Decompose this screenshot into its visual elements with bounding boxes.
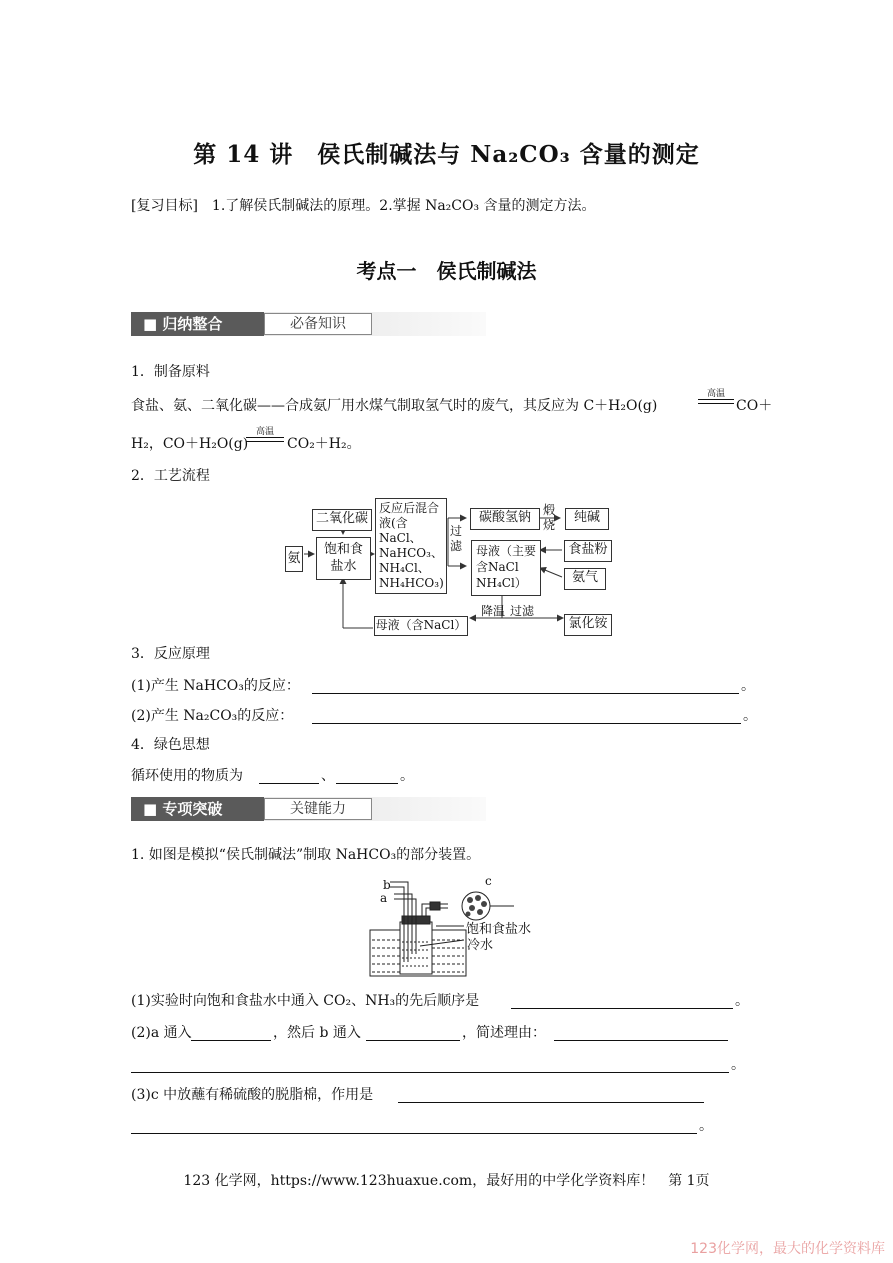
review-goals: [复习目标] 1.了解侯氏制碱法的原理。2.掌握 Na₂CO₃ 含量的测定方法。 — [131, 198, 596, 214]
label-c: c — [485, 874, 492, 888]
watermark: 123化学网，最大的化学资料库 — [690, 1241, 885, 1257]
flow-filter2: 过滤 — [510, 604, 535, 618]
label-a: a — [380, 891, 388, 905]
answer-line-function-2[interactable] — [131, 1133, 697, 1134]
question-nahco3: (1)产生 NaHCO₃的反应： — [131, 678, 300, 694]
question-2-a: (2)a 通入 — [131, 1025, 192, 1041]
raw-materials-line1-end: CO＋ — [736, 398, 773, 414]
raw-materials-line2b: CO₂＋H₂。 — [287, 436, 361, 452]
question-na2co3: (2)产生 Na₂CO₃的反应： — [131, 708, 294, 724]
answer-line-reason-2[interactable] — [131, 1072, 729, 1073]
flow-mother-liquor-2: 母液（含NaCl） — [374, 616, 468, 636]
flow-mixture: 反应后混合液(含NaCl、NaHCO₃、NH₄Cl、NH₄HCO₃) — [375, 498, 447, 594]
label-b: b — [383, 878, 391, 892]
answer-blank-2[interactable] — [336, 783, 398, 784]
question-2-reason: ，简述理由： — [462, 1025, 546, 1041]
flow-calcine: 煅烧 — [543, 503, 556, 532]
flow-nh3: 氨气 — [564, 568, 606, 590]
section-title: 考点一 侯氏制碱法 — [356, 259, 537, 283]
answer-blank-b[interactable] — [366, 1040, 460, 1041]
question-2-b: ，然后 b 通入 — [273, 1025, 361, 1041]
separator: 、 — [321, 768, 335, 784]
raw-materials-line2a: H₂，CO＋H₂O(g) — [131, 436, 249, 452]
page-footer: 123 化学网，https://www.123huaxue.com，最好用的中学化学资料库！ 第 1页 — [183, 1173, 710, 1189]
period: 。 — [743, 708, 757, 724]
equals-sign-1 — [698, 399, 734, 404]
raw-materials-line1: 食盐、氨、二氧化碳——合成氨厂用水煤气制取氢气时的废气，其反应为 C＋H₂O(g) — [131, 398, 658, 414]
banner-summary-sub: 必备知识 — [264, 313, 372, 335]
label-brine: 饱和食盐水 — [466, 922, 532, 937]
heading-green-idea: 4．绿色思想 — [131, 737, 210, 753]
period: 。 — [741, 678, 755, 694]
question-1-order: (1)实验时向饱和食盐水中通入 CO₂、NH₃的先后顺序是 — [131, 993, 480, 1009]
heading-process-flow: 2．工艺流程 — [131, 468, 210, 484]
label-cold-water: 冷水 — [467, 938, 494, 953]
banner-summary — [131, 312, 486, 336]
flow-nahco3: 碳酸氢钠 — [470, 508, 540, 530]
flow-nh4cl: 氯化铵 — [564, 614, 612, 636]
banner-practice — [131, 797, 486, 821]
period: 。 — [735, 993, 749, 1009]
heading-reaction-principle: 3．反应原理 — [131, 646, 210, 662]
flow-mother-liquor: 母液（主要含NaCl NH₄Cl） — [471, 540, 541, 596]
answer-line-function-1[interactable] — [398, 1102, 704, 1103]
condition-high-temp-1: 高温 — [706, 389, 725, 399]
banner-practice-label: ■ 专项突破 — [131, 797, 264, 821]
flow-co2: 二氧化碳 — [312, 509, 372, 531]
answer-line-order[interactable] — [511, 1008, 733, 1009]
answer-line-na2co3[interactable] — [312, 723, 741, 724]
answer-blank-1[interactable] — [259, 783, 319, 784]
banner-practice-sub: 关键能力 — [264, 798, 372, 820]
question-3: (3)c 中放蘸有稀硫酸的脱脂棉，作用是 — [131, 1087, 374, 1103]
flow-filter: 过滤 — [450, 524, 463, 553]
flow-brine: 饱和食盐水 — [316, 537, 371, 580]
answer-blank-a[interactable] — [191, 1040, 271, 1041]
flow-ammonia: 氨 — [285, 546, 303, 572]
heading-raw-materials: 1．制备原料 — [131, 364, 210, 380]
period: 。 — [400, 768, 414, 784]
answer-line-nahco3[interactable] — [312, 693, 739, 694]
answer-line-reason-1[interactable] — [554, 1040, 728, 1041]
condition-high-temp-2: 高温 — [255, 427, 274, 437]
question-recycle: 循环使用的物质为 — [131, 768, 243, 784]
equals-sign-2 — [246, 437, 284, 442]
period: 。 — [731, 1057, 745, 1073]
banner-summary-label: ■ 归纳整合 — [131, 312, 264, 336]
page-title: 第 14 讲 侯氏制碱法与 Na₂CO₃ 含量的测定 — [193, 141, 700, 168]
flow-soda: 纯碱 — [565, 508, 609, 530]
period: 。 — [699, 1118, 713, 1134]
flow-cool: 降温 — [481, 604, 506, 618]
flow-salt: 食盐粉 — [564, 540, 612, 562]
problem-1-stem: 1. 如图是模拟“侯氏制碱法”制取 NaHCO₃的部分装置。 — [131, 847, 481, 863]
